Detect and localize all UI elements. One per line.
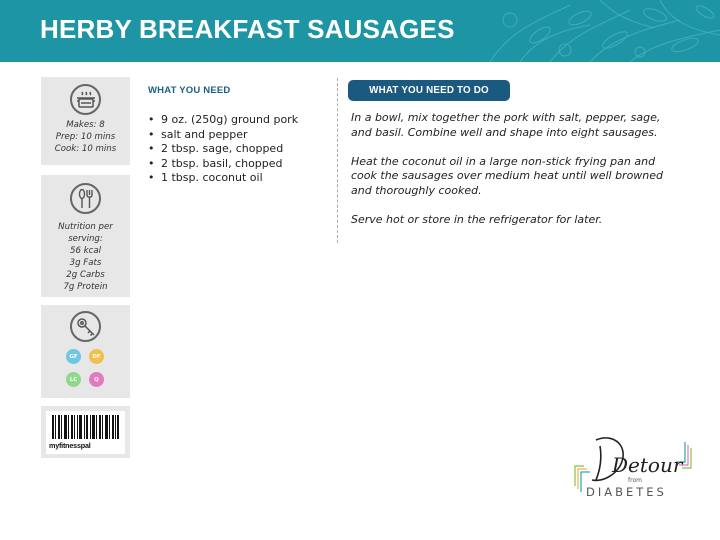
instructions-list [351, 111, 681, 242]
nutrition-heading: Nutrition per [58, 222, 113, 232]
instruction-step: In a bowl, mix together the pork with salt, pepper, sage, and basil. Combine well and shape into eight sausages. [351, 111, 661, 139]
myfitnesspal-card[interactable] [41, 406, 130, 458]
low-carb-badge: LC [66, 372, 81, 387]
instruction-step: Serve hot or store in the refrigerator for later. [351, 212, 603, 226]
logo-word-text: DIABETES [586, 485, 667, 499]
detour-from-diabetes-logo [570, 428, 696, 512]
nutrition-card [41, 175, 130, 297]
ingredients-list [148, 113, 298, 186]
leaf-pattern-decoration [480, 0, 720, 62]
ingredient-item: • 2 tbsp. basil, chopped [148, 157, 298, 172]
ingredient-item: • salt and pepper [148, 128, 298, 143]
logo-from-text: from [628, 477, 642, 484]
myfitnesspal-barcode[interactable] [46, 411, 125, 454]
cook-time-text: Cook: 10 mins [54, 144, 117, 154]
servings-time-card [41, 77, 130, 165]
column-divider [337, 78, 338, 243]
nutrition-text [41, 221, 130, 293]
key-icon [70, 311, 101, 342]
prep-time-text: Prep: 10 mins [55, 132, 116, 142]
dairy-free-badge: DF [89, 349, 104, 364]
kcal-value: 56 kcal [69, 246, 102, 256]
nutrition-heading-2: serving: [68, 234, 103, 244]
protein-value: 7g Protein [63, 282, 108, 292]
instructions-heading: WHAT YOU NEED TO DO [348, 80, 510, 101]
myfitnesspal-label: myfitnesspal [49, 441, 91, 450]
dietary-key-card [41, 305, 130, 398]
servings-time-text [41, 119, 130, 155]
logo-script-text: Detour [612, 453, 683, 477]
cooking-pot-icon [70, 84, 101, 115]
fats-value: 3g Fats [69, 258, 102, 268]
carbs-value: 2g Carbs [66, 270, 105, 280]
ingredient-item: • 9 oz. (250g) ground pork [148, 113, 298, 128]
quick-badge: Q [89, 372, 104, 387]
ingredients-heading: WHAT YOU NEED [148, 85, 231, 96]
gluten-free-badge: GF [66, 349, 81, 364]
header-banner [0, 0, 720, 62]
ingredient-item: • 2 tbsp. sage, chopped [148, 142, 298, 157]
fork-knife-icon [70, 183, 101, 214]
instruction-step: Heat the coconut oil in a large non-stick frying pan and cook the sausages over medium heat until well browned and thoroughly cooked. [351, 154, 664, 197]
barcode-icon [52, 415, 120, 439]
makes-text: Makes: 8 [66, 120, 105, 130]
ingredient-item: • 1 tbsp. coconut oil [148, 171, 298, 186]
recipe-title: HERBY BREAKFAST SAUSAGES [40, 14, 455, 44]
